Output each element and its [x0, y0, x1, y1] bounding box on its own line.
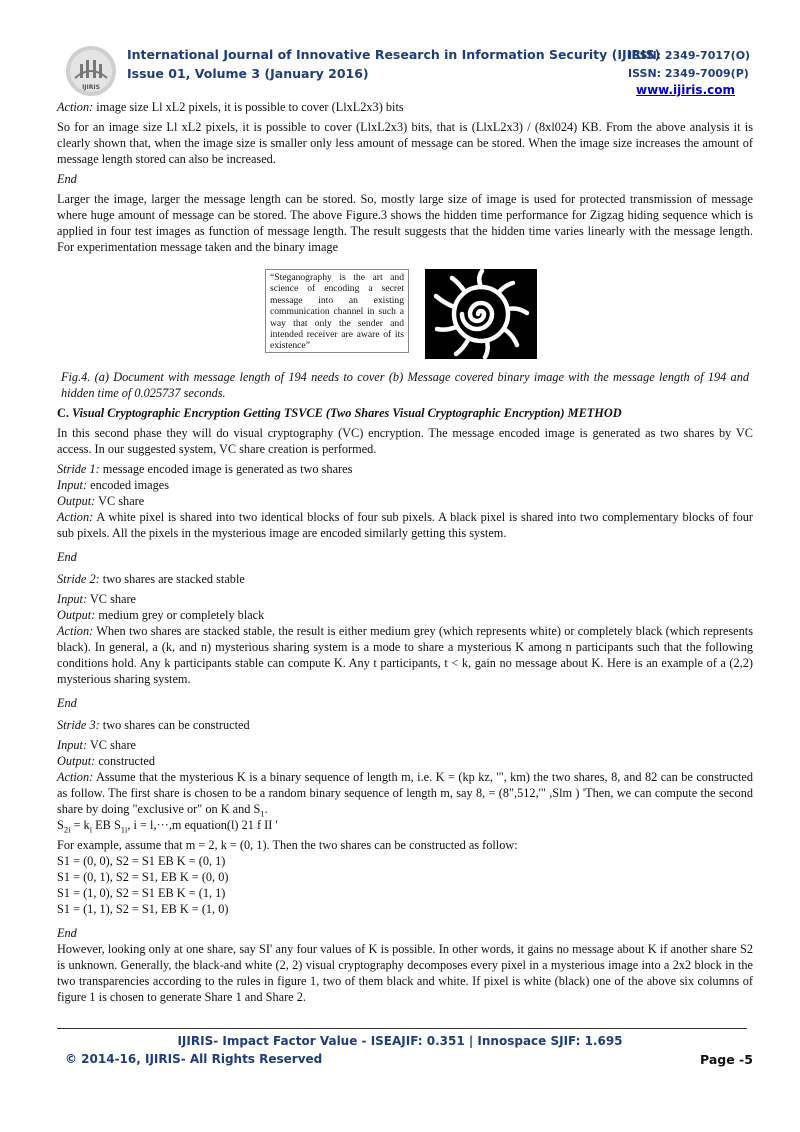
journal-title: International Journal of Innovative Research in Information Security (IJIRIS) — [127, 47, 661, 62]
page-content — [57, 99, 753, 1009]
issue-info: Issue 01, Volume 3 (January 2016) — [127, 66, 369, 81]
figure-caption: Fig.4. (a) Document with message length of 194 needs to cover (b) Message covered binary image with the message length of 194 and hidden time of 0.025737 seconds. — [61, 370, 749, 400]
example-line: S1 = (0, 1), S2 = S1, EB K = (0, 0) — [57, 870, 229, 884]
figure-sun-binary-image — [425, 269, 537, 359]
end-marker: End — [57, 550, 77, 564]
footer-divider — [57, 1028, 747, 1029]
equation-1: $S_{2i} = k_i$ EB $S_{1i}$, i = l,···,m equation(l) 21 f II ' — [57, 818, 278, 835]
footer-copyright: © 2014-16, IJIRIS- All Rights Reserved — [65, 1052, 323, 1066]
stride-1: Stride 1: message encoded image is generated as two shares Input: encoded images Output: VC share Action: A white pixel is shared into two identical blocks of four sub pixels. A black pixel is shared into two complementary blocks of four sub pixels. All the pixels in the mysterious image are encoded similarly getting this system. — [57, 462, 753, 540]
figure-message-document: “Steganography is the art and science of encoding a secret message into an existing communication channel in such a way that only the sender and intended receiver are aware of its existence” — [265, 269, 409, 353]
paragraph-example: For example, assume that m = 2, k = (0, 1). Then the two shares can be constructed as follow: — [57, 838, 518, 852]
issn-online: ISSN: 2349-7017(O) — [628, 49, 751, 62]
journal-logo — [64, 44, 118, 98]
example-line: S1 = (1, 1), S2 = S1, EB K = (1, 0) — [57, 902, 229, 916]
logo-text: IJIRIS — [82, 84, 100, 91]
page-number: Page -5 — [700, 1052, 753, 1067]
paragraph-second-phase: In this second phase they will do visual cryptography (VC) encryption. The message encoded image is generated as two shares by VC access. In our suggested system, VC share creation is performed. — [57, 426, 753, 456]
stride-3: Stride 3: two shares can be constructed Input: VC share Output: constructed Action: Assume that the mysterious K is a binary sequence of length m, i.e. K = (kp kz, '", km) the two shares, 8, and 82 can be constructed as follow. The first share is chosen to be a random binary sequence of length m, say 8, = (8",512,'" ,Slm ) 'Then, we can compute the second share by doing "exclusive or" on K and $S_1$. $S_{2i} = k_i$ EB $S_{1i}$, i = l,···,m equation(l) 21 f II ' — [57, 718, 753, 835]
end-marker: End — [57, 696, 77, 710]
website-link[interactable]: www.ijiris.com — [636, 83, 735, 97]
end-marker: End — [57, 926, 77, 940]
paragraph-larger-image: Larger the image, larger the message length can be stored. So, mostly large size of image is used for protected transmission of message where huge amount of message can be stored. The above Figure.3 shows the hidden time performance for Zigzag hiding sequence which is applied in four test images as function of message length. The result suggests that the hidden time varies linearly with the message length. For experimentation message taken and the binary image — [57, 192, 753, 254]
example-line: S1 = (0, 0), S2 = S1 EB K = (0, 1) — [57, 854, 226, 868]
footer-impact-factor: IJIRIS- Impact Factor Value - ISEAJIF: 0.351 | Innospace SJIF: 1.695 — [177, 1034, 623, 1048]
end-marker: End — [57, 172, 77, 186]
paragraph-however: However, looking only at one share, say SI' any four values of K is possible. In other words, it gains no message about K if another share S2 is unknown. Generally, the black-and white (2, 2) visual cryptography decomposes every pixel in a mysterious image into a 2x2 block in the two transparencies according to the rules in figure 1, two of them black and white. If pixel is white (black) one of the above six columns of figure 1 is chosen to generate Share 1 and Share 2. — [57, 942, 753, 1004]
example-line: S1 = (1, 0), S2 = S1 EB K = (1, 1) — [57, 886, 226, 900]
paragraph-capacity: So for an image size Ll xL2 pixels, it is possible to cover (LlxL2x3) bits, that is (LlxL2x3) / (8xl024) KB. From the above analysis it is clearly shown that, when the image size is smaller only less amount of message can be stored. When the image size increases the amount of message length stored can also be increased. — [57, 120, 753, 166]
figure-4 — [57, 269, 753, 363]
stride-2: Stride 2: two shares are stacked stable Input: VC share Output: medium grey or completely black Action: When two shares are stacked stable, the result is either medium grey (which represents white) or completely black (which represents black). In general, a (k, and n) mysterious sharing system is a mode to share a mysterious K among n participants such that the following conditions hold. Any k participants stable can compute K. Any t participants, t < k, gain no message about K. Here is an example of a (2,2) mysterious sharing system. — [57, 572, 753, 686]
paragraph-action-intro: Action: image size Ll xL2 pixels, it is possible to cover (LlxL2x3) bits — [57, 100, 404, 114]
page-header — [0, 0, 800, 100]
section-heading-c: C. Visual Cryptographic Encryption Getting TSVCE (Two Shares Visual Cryptographic Encryption) METHOD — [57, 406, 622, 420]
issn-print: ISSN: 2349-7009(P) — [628, 67, 749, 80]
